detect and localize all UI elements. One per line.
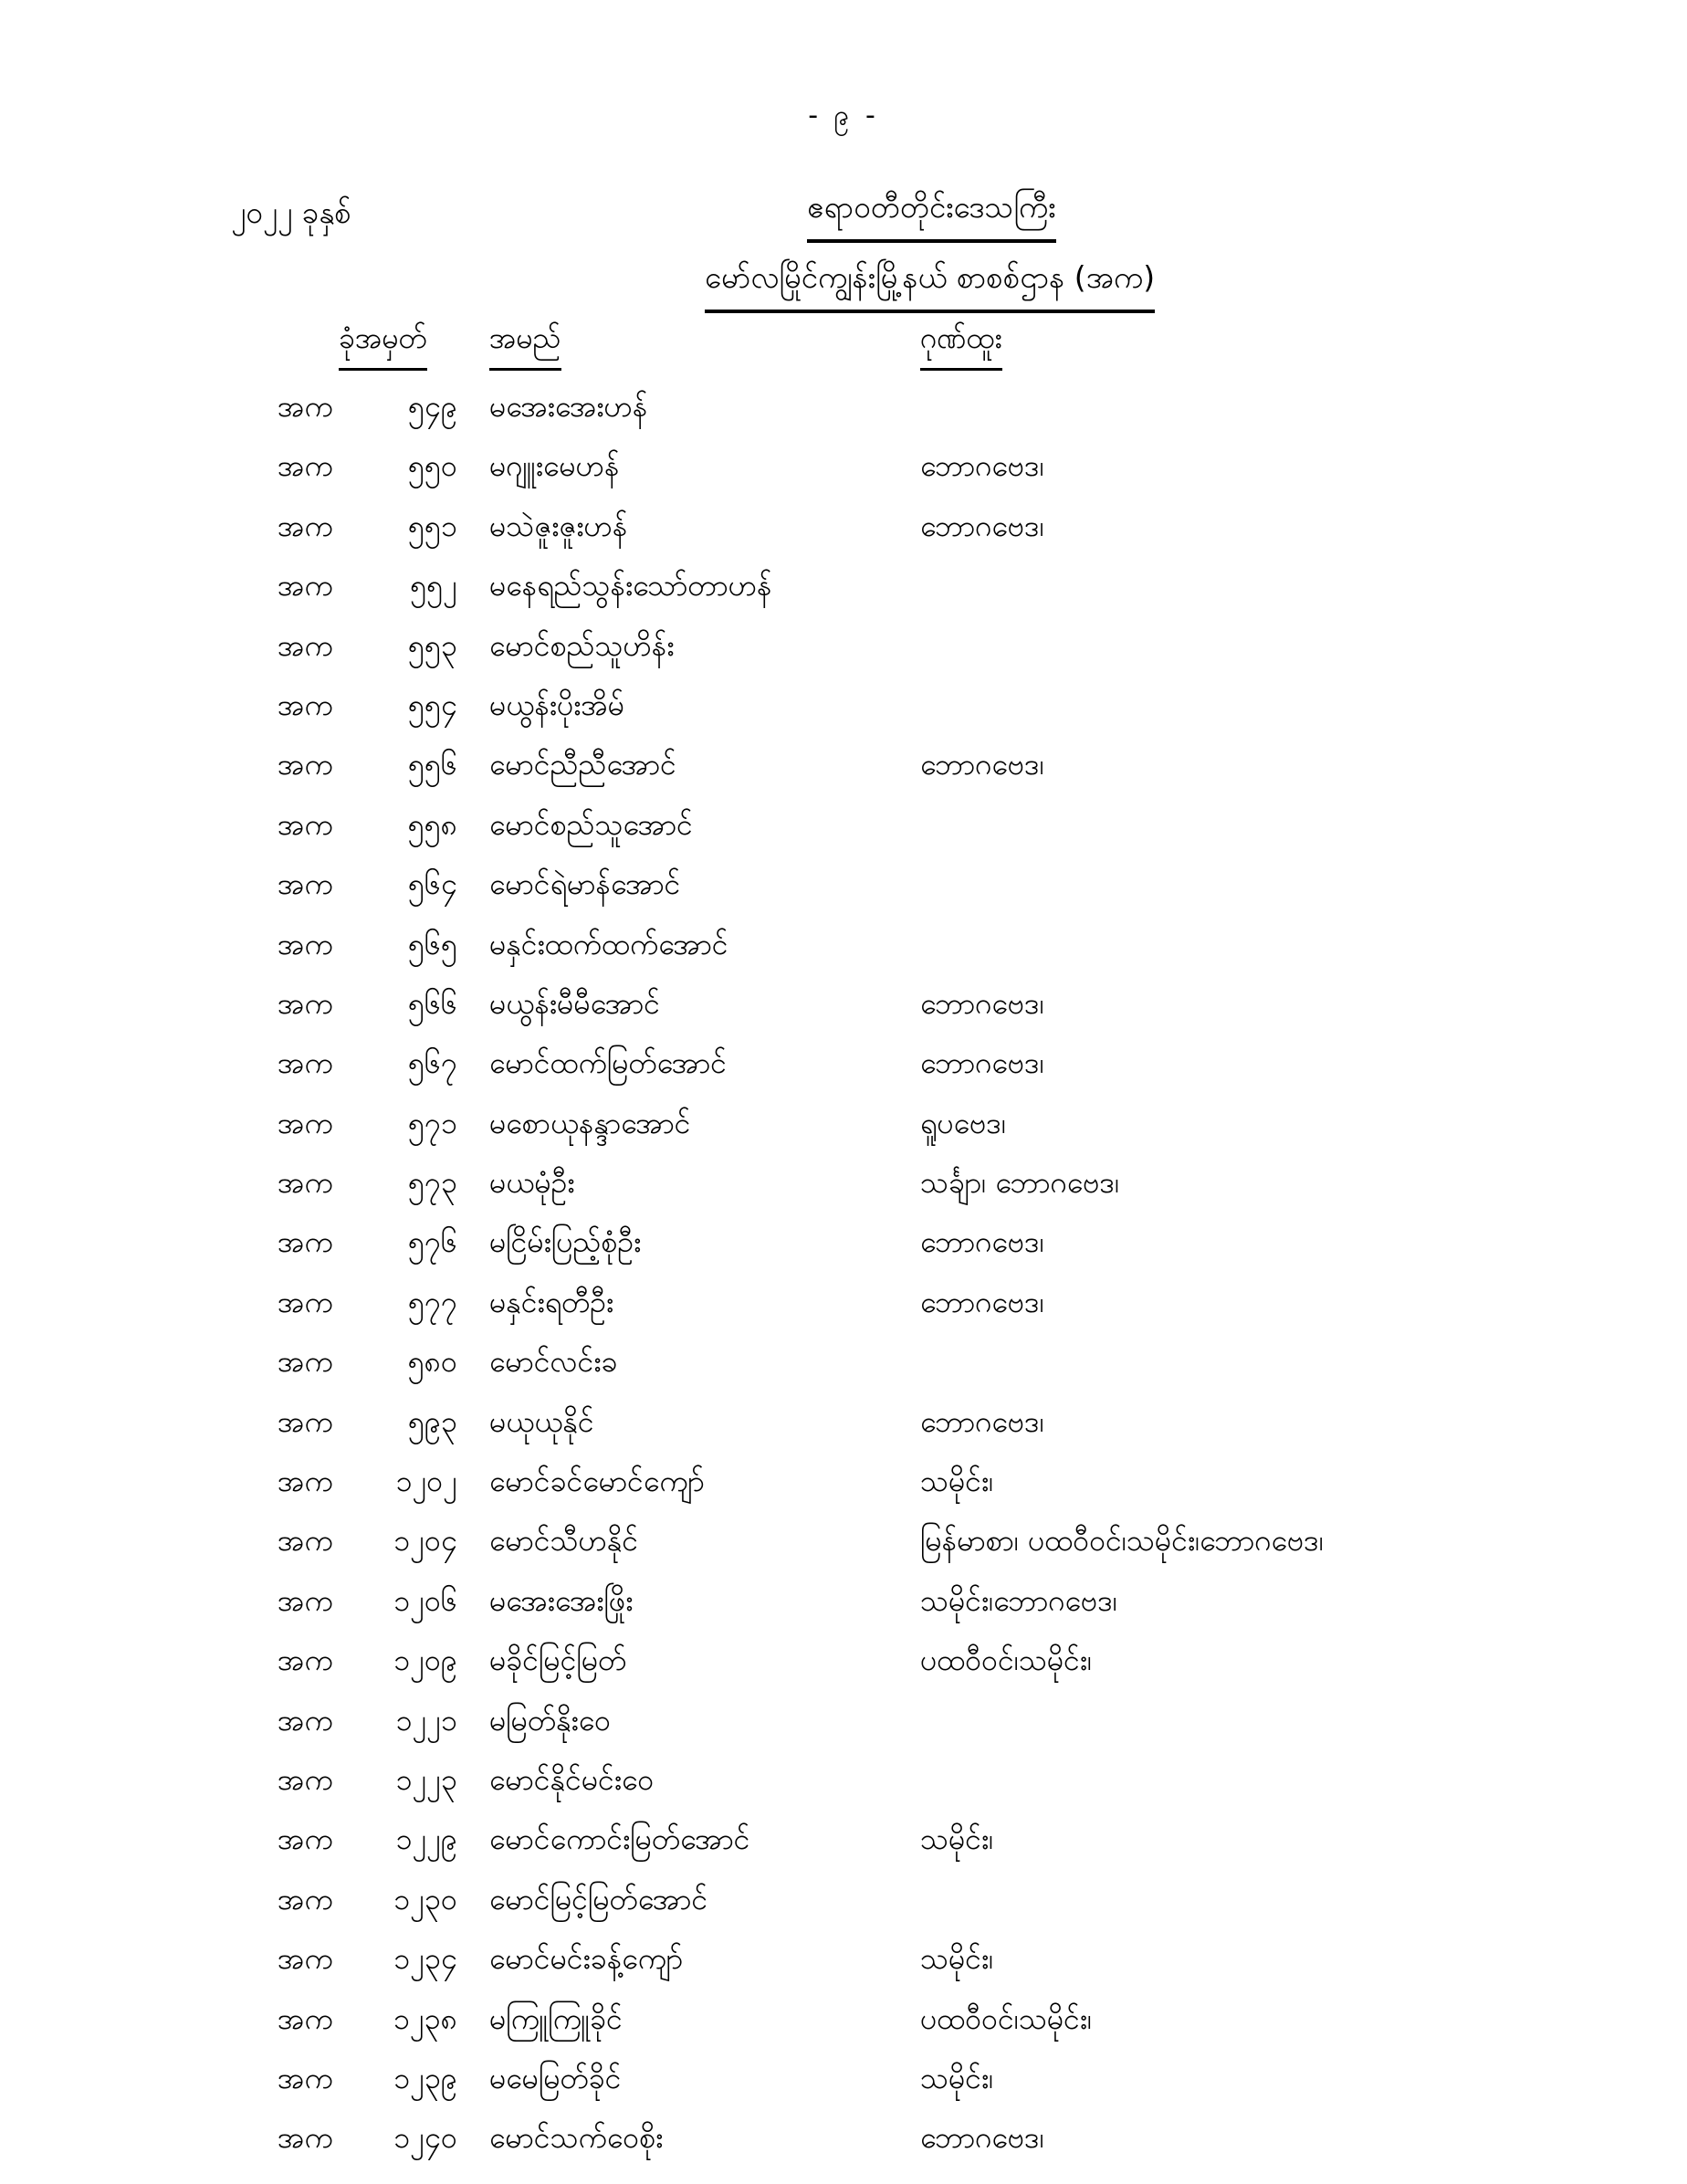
row-distinction: ဘောဂဗေဒ၊ [920, 1224, 1044, 1260]
row-distinction: ဘောဂဗေဒ၊ [920, 448, 1044, 484]
table-row [0, 1274, 1687, 1333]
row-name: မနှင်းထက်ထက်အောင် [489, 926, 728, 961]
row-distinction: သမိုင်း၊ [920, 2060, 994, 2095]
table-row [0, 617, 1687, 677]
row-name: မောင်စည်သူအောင် [489, 806, 693, 842]
table-row [0, 1095, 1687, 1154]
row-name: မယမုံဦး [489, 1165, 575, 1201]
row-name: မောင်သက်ဝေစိုး [489, 2120, 664, 2156]
row-prefix: အက [278, 985, 333, 1021]
row-name: မောင်ရဲမာန်အောင် [489, 866, 681, 902]
row-prefix: အက [278, 1403, 333, 1439]
row-roll-number: ၁၂၀၉ [393, 1643, 457, 1678]
row-prefix: အက [278, 1881, 333, 1916]
row-roll-number: ၁၂၃၉ [393, 2060, 457, 2095]
row-name: မမြတ်နိုးဝေ [489, 1702, 612, 1738]
row-roll-number: ၅၉၃ [408, 1403, 457, 1439]
exam-center-title [705, 258, 1155, 313]
row-prefix: အက [278, 1523, 333, 1559]
row-prefix: အက [278, 568, 333, 604]
row-prefix: အက [278, 1105, 333, 1140]
row-distinction: ဘောဂဗေဒ၊ [920, 2120, 1044, 2156]
row-roll-number: ၅၅၃ [408, 627, 457, 663]
exam-center-title-text: မော်လမြိုင်ကျွန်းမြို့နယ် စာစစ်ဌာန (အက) [705, 258, 1155, 313]
row-distinction: သမိုင်း၊ [920, 1941, 994, 1977]
row-prefix: အက [278, 1941, 333, 1977]
column-header-distinction-text: ဂုဏ်ထူး [920, 319, 1002, 371]
table-row [0, 1871, 1687, 1930]
row-name: မကြူကြူခိုင် [489, 2000, 623, 2036]
column-header-name [489, 319, 561, 371]
row-roll-number: ၅၅၁ [408, 508, 457, 543]
row-prefix: အက [278, 1344, 333, 1380]
row-prefix: အက [278, 1165, 333, 1201]
row-distinction: ဘောဂဗေဒ၊ [920, 508, 1044, 543]
row-distinction: သင်္ချာ၊ ဘောဂဗေဒ၊ [920, 1165, 1120, 1201]
row-name: မောင်ခင်မောင်ကျော် [489, 1464, 705, 1499]
row-prefix: အက [278, 1822, 333, 1857]
row-prefix: အက [278, 1761, 333, 1797]
table-row [0, 736, 1687, 795]
row-prefix: အက [278, 747, 333, 782]
row-name: မောင်လင်းခ [489, 1344, 618, 1380]
row-prefix: အက [278, 389, 333, 424]
row-prefix: အက [278, 1702, 333, 1738]
row-distinction: ပထဝီဝင်၊သမိုင်း၊ [920, 2000, 1093, 2036]
row-roll-number: ၁၂၄၀ [393, 2120, 457, 2156]
row-name: မောင်စည်သူဟိန်း [489, 627, 675, 663]
row-distinction: ဘောဂဗေဒ၊ [920, 1403, 1044, 1439]
row-distinction: မြန်မာစာ၊ ပထဝီဝင်၊သမိုင်း၊ဘောဂဗေဒ၊ [920, 1523, 1324, 1559]
row-roll-number: ၁၂၀၆ [393, 1582, 457, 1618]
table-row [0, 498, 1687, 557]
row-name: မောင်သီဟနိုင် [489, 1523, 639, 1559]
year-label: ၂၀၂၂ ခုနှစ် [231, 194, 351, 230]
row-distinction: ဘောဂဗေဒ၊ [920, 747, 1044, 782]
table-row [0, 1512, 1687, 1571]
row-roll-number: ၅၆၅ [408, 926, 457, 961]
table-row [0, 856, 1687, 915]
row-name: မောင်ထက်မြတ်အောင် [489, 1045, 728, 1081]
row-name: မအေးအေးဟန် [489, 389, 648, 424]
column-header-name-text: အမည် [489, 319, 561, 371]
row-distinction: ဘောဂဗေဒ၊ [920, 1045, 1044, 1081]
region-title [807, 188, 1056, 243]
row-distinction: သမိုင်း၊ [920, 1464, 994, 1499]
row-prefix: အက [278, 687, 333, 722]
table-row [0, 1393, 1687, 1453]
table-row [0, 1811, 1687, 1870]
table-row [0, 2109, 1687, 2168]
table-row [0, 1751, 1687, 1811]
table-row [0, 1154, 1687, 1213]
row-prefix: အက [278, 1284, 333, 1319]
row-name: မောင်မြင့်မြတ်အောင် [489, 1881, 708, 1916]
table-row [0, 1930, 1687, 1990]
table-row [0, 557, 1687, 616]
table-row [0, 1213, 1687, 1273]
row-roll-number: ၅၄၉ [408, 389, 457, 424]
row-roll-number: ၅၆၄ [408, 866, 457, 902]
row-roll-number: ၅၅၀ [408, 448, 457, 484]
table-row [0, 1333, 1687, 1392]
row-prefix: အက [278, 448, 333, 484]
row-roll-number: ၅၈၀ [407, 1344, 457, 1380]
row-name: မမေမြတ်ခိုင် [489, 2060, 622, 2095]
row-roll-number: ၅၇၆ [408, 1224, 457, 1260]
row-distinction: ဘောဂဗေဒ၊ [920, 985, 1044, 1021]
row-roll-number: ၁၂၃၀ [393, 1881, 457, 1916]
row-roll-number: ၅၅၆ [408, 747, 457, 782]
row-name: မောင်မင်းခန့်ကျော် [489, 1941, 684, 1977]
row-roll-number: ၅၇၃ [408, 1165, 457, 1201]
row-distinction: သမိုင်း၊ဘောဂဗေဒ၊ [920, 1582, 1117, 1618]
table-row [0, 975, 1687, 1034]
row-prefix: အက [278, 1643, 333, 1678]
row-name: မယွန်းပိုးအိမ် [489, 687, 625, 722]
row-prefix: အက [278, 806, 333, 842]
row-roll-number: ၁၂၂၉ [395, 1822, 457, 1857]
page-number: - ၉ - [808, 100, 879, 131]
row-prefix: အက [278, 2000, 333, 2036]
region-title-text: ဧရာဝတီတိုင်းဒေသကြီး [807, 188, 1056, 243]
row-prefix: အက [278, 1045, 333, 1081]
table-row [0, 677, 1687, 736]
row-name: မစောယုနန္ဒာအောင် [489, 1105, 691, 1140]
row-prefix: အက [278, 1582, 333, 1618]
row-distinction: ဘောဂဗေဒ၊ [920, 1284, 1044, 1319]
table-row [0, 1034, 1687, 1094]
row-name: မဂျူးမေဟန် [489, 448, 620, 484]
table-row [0, 437, 1687, 497]
table-row [0, 1990, 1687, 2050]
row-prefix: အက [278, 2120, 333, 2156]
row-roll-number: ၁၂၃၄ [393, 1941, 457, 1977]
table-row [0, 1632, 1687, 1691]
row-name: မနေရည်သွန်းသော်တာဟန် [489, 568, 772, 604]
column-header-roll-no [339, 319, 427, 371]
row-distinction: သမိုင်း၊ [920, 1822, 994, 1857]
row-prefix: အက [278, 627, 333, 663]
row-roll-number: ၅၆၆ [408, 985, 457, 1021]
column-header-distinction [920, 319, 1002, 371]
row-name: မအေးအေးဖြိုး [489, 1582, 634, 1618]
row-roll-number: ၅၅၂ [410, 568, 457, 604]
row-roll-number: ၅၇၁ [408, 1105, 457, 1140]
row-prefix: အက [278, 866, 333, 902]
row-name: မယုယုနိုင် [489, 1403, 594, 1439]
row-name: မောင်ညီညီအောင် [489, 747, 676, 782]
table-row [0, 1692, 1687, 1751]
row-roll-number: ၁၂၀၂ [395, 1464, 457, 1499]
table-row [0, 1572, 1687, 1632]
row-name: မနှင်းရတီဦး [489, 1284, 614, 1319]
results-table [0, 378, 1687, 2169]
row-prefix: အက [278, 508, 333, 543]
row-distinction: ရူပဗေဒ၊ [920, 1105, 1007, 1140]
row-roll-number: ၁၂၀၄ [393, 1523, 457, 1559]
row-prefix: အက [278, 1464, 333, 1499]
row-prefix: အက [278, 926, 333, 961]
row-roll-number: ၅၅၈ [407, 806, 457, 842]
row-prefix: အက [278, 2060, 333, 2095]
row-distinction: ပထဝီဝင်၊သမိုင်း၊ [920, 1643, 1093, 1678]
table-row [0, 1453, 1687, 1512]
row-name: မယွန်းမီမီအောင် [489, 985, 660, 1021]
row-name: မောင်ကောင်းမြတ်အောင် [489, 1822, 750, 1857]
row-roll-number: ၁၂၂၁ [395, 1702, 457, 1738]
row-roll-number: ၅၅၄ [408, 687, 457, 722]
table-row [0, 378, 1687, 437]
row-roll-number: ၁၂၃၈ [393, 2000, 457, 2036]
row-roll-number: ၅၇၇ [408, 1284, 457, 1319]
row-name: မခိုင်မြင့်မြတ် [489, 1643, 627, 1678]
row-name: မသဲဇူးဇူးဟန် [489, 508, 628, 543]
table-row [0, 2050, 1687, 2109]
row-name: မငြိမ်းပြည့်စုံဦး [489, 1224, 642, 1260]
column-header-roll-no-text: ခုံအမှတ် [339, 319, 427, 371]
table-row [0, 796, 1687, 856]
row-roll-number: ၅၆၇ [408, 1045, 457, 1081]
row-prefix: အက [278, 1224, 333, 1260]
row-roll-number: ၁၂၂၃ [395, 1761, 457, 1797]
table-row [0, 916, 1687, 975]
row-name: မောင်နိုင်မင်းဝေ [489, 1761, 655, 1797]
